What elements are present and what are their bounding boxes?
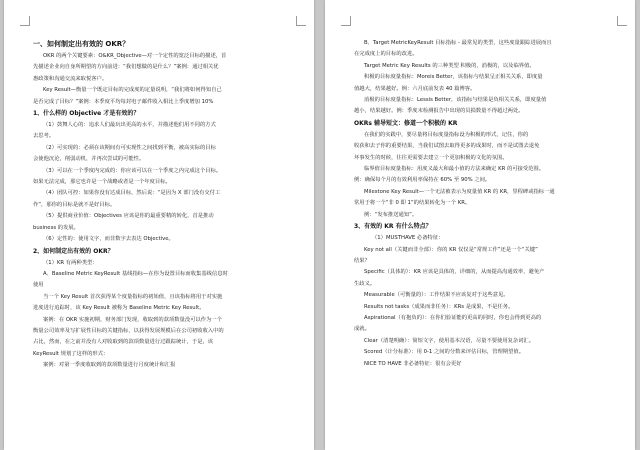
document-page-right (325, 0, 635, 450)
crop-mark (341, 16, 351, 26)
text-line: NICE TO HAVE 非必备特征：很有会更好 (364, 360, 462, 367)
text-line: 临界值目标度量指标：用度义最大和最小值的方法来确定 KR 的可接受范围。 (364, 166, 545, 173)
text-line: 积极的目标度量指标：Moreis Better，该指标与结果呈正相关关系，即度量 (364, 74, 543, 81)
crop-mark (20, 16, 30, 26)
text-line: 作”，那你的目标是就不是好目标。 (33, 201, 116, 208)
text-line: Key Result—衡量一个既定目标的完成度的定量说明，“我们将如何得知自己 (43, 87, 222, 94)
text-line: （6）定性的：使用文字，而非数字去表达 Objective。 (43, 236, 174, 243)
text-line: 使用 (33, 282, 44, 289)
text-line: 案例：对第一季度收取到的款项数量进行月度统计和汇报 (43, 362, 176, 369)
section-heading: 2、如何制定出有效的 OKR？ (33, 247, 114, 255)
text-line: 消极的目标度量指标：Lessis Better，该指标与结果是负相关关系，即度量值 (364, 97, 547, 104)
text-line: 衡量公司效率及写扩展性目标的关键指标，以获得发展规模后在公司初收收入中的 (33, 327, 224, 334)
text-line: 例：“发布推送通知”。 (364, 211, 418, 218)
text-line: 收获和去子你的重要结果，当我们试图去取得更多的成果时，而不是试图去退免 (354, 143, 540, 150)
text-line: Measurable（可衡量的）：工作结果不应该复对于这些意见。 (364, 292, 509, 299)
section-heading: 1、什么样的 Objective 才是有效的？ (33, 110, 140, 118)
text-line: Key not all（关键而非全部）：你的 KR 仅仅是“常规工作”还是一个“关键” (364, 246, 538, 253)
page-body (354, 38, 617, 370)
text-line: （3）可以在一个季度内完成的：你应该可以在一个季度之内完成这个目标。 (43, 167, 222, 174)
text-line: 值越大，结果越好。例：六月底前发表 40 篇博客。 (354, 85, 476, 92)
text-line: 是否完成了目标？”案例：本季度平均每封电子邮件收入相比上季度增加 10% (33, 98, 214, 105)
text-line: Scored（计分标准）：用 0-1 之间的分数来评估目标，管理期望值。 (364, 349, 524, 356)
text-line: Aspirational（有抱负的）：在你们验证能的更高的同时，你也会得到更高的 (364, 314, 542, 321)
text-line: 在我们的实践中，要尽量将目标度量指标设为积极的形式，记住，你的 (364, 131, 529, 138)
page-body (33, 38, 296, 372)
section-heading: 一、如何制定出有效的 OKR？ (33, 40, 130, 48)
text-line: 会使他沉沦，削弱动机，并再次尝试的可能性。 (33, 156, 145, 163)
text-line: Clear（清楚明确）：简短文字，使用基本汉语，尽量不要使用复杂词汇。 (364, 337, 535, 344)
text-line: 成就。 (354, 326, 370, 333)
crop-mark (296, 16, 306, 26)
text-line: 去思考。 (33, 133, 55, 140)
section-heading: 3、有效的 KR 有什么特点？ (354, 223, 432, 231)
document-page-left (4, 0, 314, 450)
text-line: Results not tasks（成果而非任务）：KRs 是成果，不是任务。 (364, 303, 514, 310)
text-line: Milestone Key Result—一个无法被表示为度量值 KR 的 KR，里程碑或指标一通 (364, 188, 555, 195)
text-line: （2）可实现的：必须在该期间有可实现性之间找到平衡，被高实际的目标 (43, 144, 216, 151)
text-line: 当一个 Key Result 首次获得某个度量指标的初始值，且该指标将用于对实施 (43, 293, 223, 300)
text-line: 占比，然而，在之前并没有人对收取到的款项数量进行过跟踪统计，于是，该 (33, 339, 214, 346)
text-line: 例：确保每个月的有效利用率保持在 60% 至 90% 之间。 (354, 177, 491, 184)
text-line: Target Metric Key Results 的三种类型 积极的，消极的，以及临界值。 (364, 62, 535, 69)
text-line: 越小，结果越好。例：季度末检测报告中出现的员损数量不得超过两处。 (354, 108, 524, 115)
text-line: 如果无法完成，那它也许是一个战略或者是一个年度目标。 (33, 179, 171, 186)
text-line: （1）KR 有两种类型： (43, 259, 98, 266)
text-line: B、Target MetricKeyResult 目标指标 - 最常见的类型，这些度量跟踪进展而且 (364, 40, 552, 46)
text-line: 先描述企业向自身所期望的方向前进：“我们想做的是什么？”案例：通过相关优 (33, 64, 219, 71)
text-line: business 的发展。 (33, 224, 79, 231)
text-line: 坏事发生的时候，往往更需要去建立一个更加积极的文化的氛围。 (354, 154, 508, 161)
crop-mark (617, 16, 627, 26)
text-line: 进度进行追踪时，该 Key Result 被称为 Baseline Metric Key Result。 (33, 305, 205, 312)
text-line: 惠政策和沟通交流来取悦客户。 (33, 75, 108, 82)
text-line: （1）鼓舞人心的：追求人们最玩出更高的水平，并描述他们用不同的方式 (43, 122, 216, 129)
section-heading: OKRs 辅导短文：修道一个积极的 KR (354, 119, 458, 127)
text-line: 案例：在 OKR 实施初期，财务部门发现，收取到的款项数量没可以作为一个 (43, 316, 222, 323)
text-line: （4）团队可控：如果你没有达成目标，然后说：“是因为 X 部门没有交付工 (43, 190, 221, 197)
text-line: 生歧义。 (354, 280, 376, 287)
text-line: KeyResult 规划了这样的形式： (33, 350, 109, 357)
text-line: （5）提供商业价值：Objectives 应该是你的最重要精的转化，首是推动 (43, 213, 214, 220)
text-line: OKR 的两个关键要素：O&KR_Objective—对一个定性的宽泛目标的描述，首 (43, 53, 227, 59)
text-line: A、Baseline Metric KeyResult 基线指标—在你为设置目标而收集基线信息时 (43, 270, 228, 277)
text-line: 结果？ (354, 257, 370, 264)
text-line: 常用于将一个“非 0 即 1”的结果转化为一个 KR。 (354, 200, 471, 207)
text-line: Specific（具体的）：KR 应该是具体的，详细的，从而提高沟通效率，避免产 (364, 269, 545, 276)
text-line: （1）MUSTHAVE 必备特征： (372, 235, 444, 242)
text-line: 在完成度上的目标的改进。 (354, 51, 418, 58)
